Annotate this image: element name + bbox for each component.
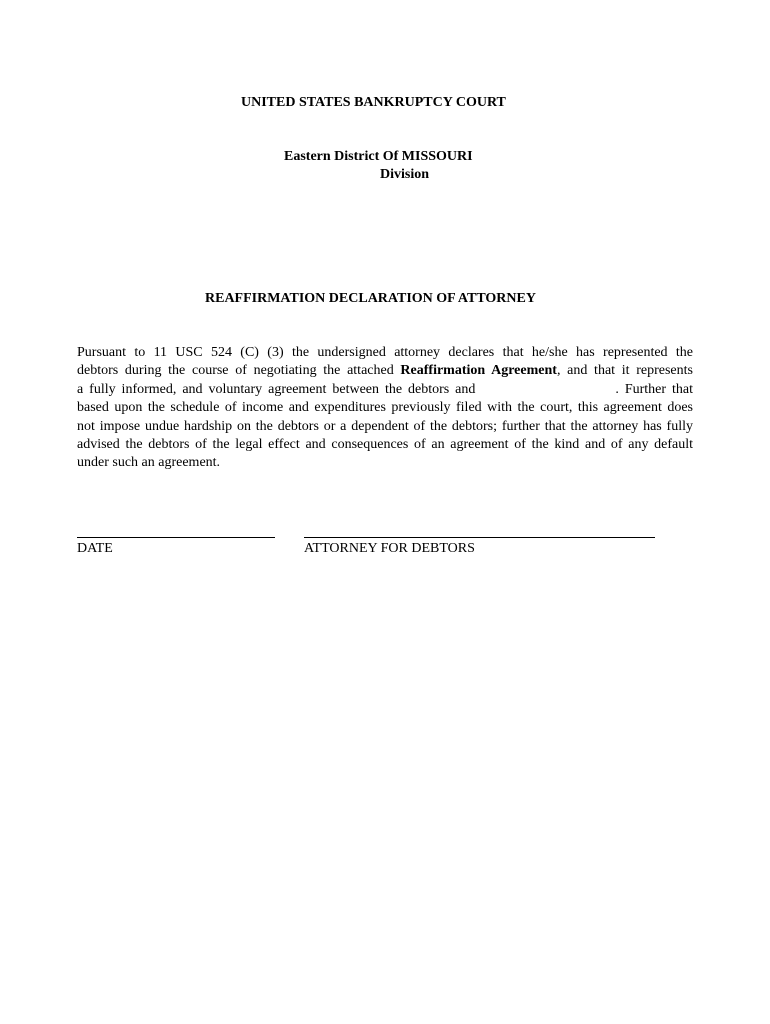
reaffirmation-agreement-term: Reaffirmation Agreement xyxy=(400,363,557,379)
paragraph-text: debtors during the course of negotiating the attached xyxy=(77,363,401,379)
paragraph-text: a fully informed, and voluntary agreement between the debtors and xyxy=(77,381,476,397)
attorney-label: ATTORNEY FOR DEBTORS xyxy=(304,541,475,556)
declaration-paragraph xyxy=(77,344,693,473)
paragraph-text: . Further that xyxy=(615,381,694,397)
district-name: Eastern District Of MISSOURI xyxy=(284,149,473,164)
paragraph-line: based upon the schedule of income and expenditures previously filed with the court, this agreement does xyxy=(77,400,693,416)
paragraph-line: not impose undue hardship on the debtors or a dependent of the debtors; further that the attorney has fully xyxy=(77,418,693,434)
division-label: Division xyxy=(380,167,430,182)
paragraph-text: , and that it represents xyxy=(556,363,693,379)
date-label: DATE xyxy=(77,541,113,556)
paragraph-line: under such an agreement. xyxy=(77,455,221,471)
document-title: REAFFIRMATION DECLARATION OF ATTORNEY xyxy=(205,291,536,306)
court-title: UNITED STATES BANKRUPTCY COURT xyxy=(241,95,506,110)
attorney-signature-line xyxy=(304,537,655,538)
paragraph-line xyxy=(77,381,693,399)
date-signature-line xyxy=(77,537,275,538)
paragraph-line: advised the debtors of the legal effect and consequences of an agreement of the kind and of any default xyxy=(77,436,693,452)
paragraph-line: Pursuant to 11 USC 524 (C) (3) the undersigned attorney declares that he/she has represented the xyxy=(77,345,693,360)
paragraph-line xyxy=(77,362,693,380)
